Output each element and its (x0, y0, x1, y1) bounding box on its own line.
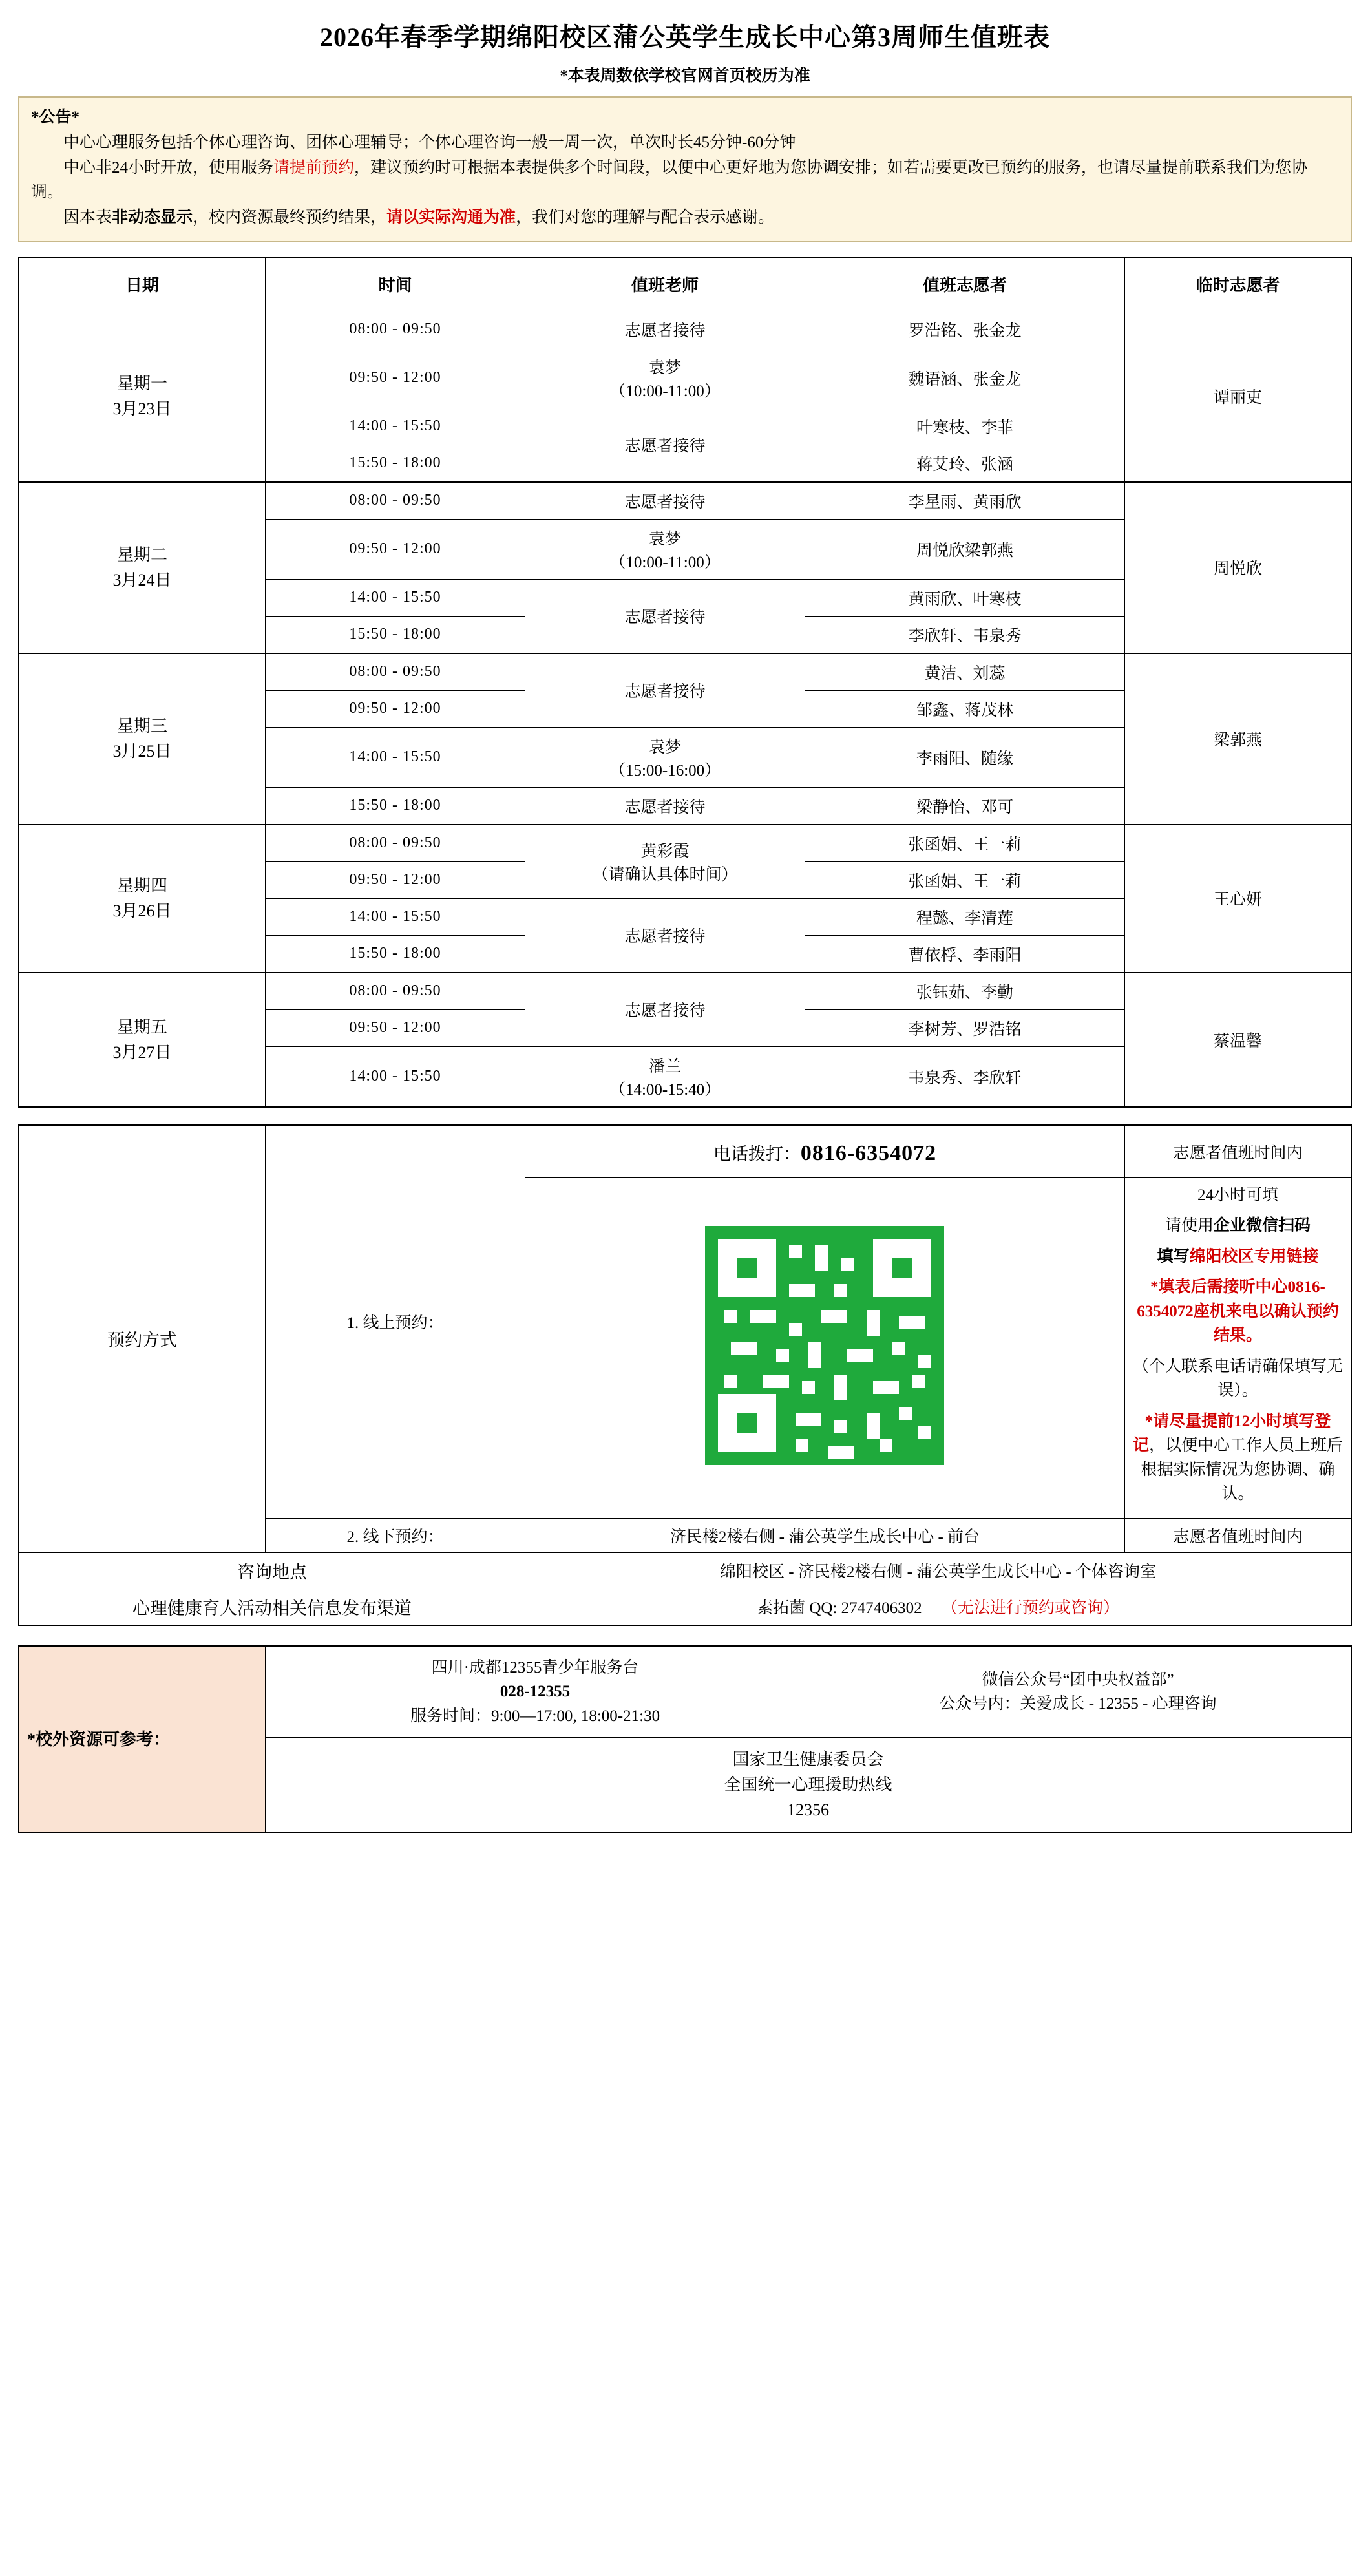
cell-time: 09:50 - 12:00 (265, 519, 525, 579)
cell-volunteers: 罗浩铭、张金龙 (805, 311, 1125, 348)
notice-red-appointment: 请提前预约 (273, 158, 355, 176)
qr-note-callback: *填表后需接听中心0816-6354072座机来电以确认预约结果。 (1137, 1278, 1339, 1345)
date-day: 3月25日 (112, 742, 172, 761)
qr-note-advance: *请尽量提前12小时填写登记，以便中心工作人员上班后根据实际情况为您协调、确认。 (1132, 1412, 1343, 1503)
col-header-date: 日期 (19, 257, 265, 311)
cell-teacher (525, 482, 805, 520)
notice-heading: *公告* (31, 109, 80, 126)
cell-time: 14:00 - 15:50 (265, 408, 525, 445)
external-wechat-name: 微信公众号“团中央权益部” (982, 1671, 1174, 1689)
cell-teacher (525, 787, 805, 825)
table-row (19, 653, 1351, 691)
teacher-time-note: （10:00-11:00） (609, 553, 721, 571)
channel-value-cell (525, 1589, 1351, 1625)
external-row-1 (19, 1646, 1351, 1738)
qr-note-hours: 24小时可填 (1197, 1186, 1278, 1204)
cell-volunteers: 李雨阳、随缘 (805, 727, 1125, 787)
cell-volunteers: 张函娟、王一莉 (805, 825, 1125, 862)
cell-volunteers: 蒋艾玲、张涵 (805, 445, 1125, 482)
cell-volunteers: 张函娟、王一莉 (805, 861, 1125, 898)
teacher-time-note: （15:00-16:00） (609, 761, 721, 779)
teacher-name: 志愿者接待 (624, 322, 706, 340)
teacher-time-note: （14:00-15:40） (609, 1081, 721, 1099)
external-12355-name: 四川·成都12355青少年服务台 (431, 1658, 639, 1676)
qr-code-image (705, 1226, 944, 1465)
teacher-name: 志愿者接待 (624, 1002, 706, 1020)
cell-teacher (525, 653, 805, 728)
date-weekday: 星期二 (116, 545, 167, 565)
cell-time: 08:00 - 09:50 (265, 311, 525, 348)
duty-schedule-table (18, 257, 1352, 1108)
date-day: 3月23日 (112, 399, 172, 419)
cell-temp-volunteer: 梁郭燕 (1124, 653, 1351, 825)
cell-teacher (525, 973, 805, 1047)
table-row (19, 482, 1351, 520)
cell-teacher (525, 408, 805, 482)
qr-note-wechat: 请使用企业微信扫码 (1164, 1217, 1311, 1235)
date-weekday: 星期三 (116, 717, 167, 736)
col-header-temp-volunteer: 临时志愿者 (1124, 257, 1351, 311)
cell-volunteers: 叶寒枝、李菲 (805, 408, 1125, 445)
cell-temp-volunteer: 谭丽吏 (1124, 311, 1351, 482)
cell-time: 08:00 - 09:50 (265, 482, 525, 520)
cell-date (19, 482, 265, 653)
cell-volunteers: 程懿、李清莲 (805, 898, 1125, 935)
notice-bold-static: 非动态显示 (112, 209, 193, 226)
phone-number: 0816-6354072 (800, 1141, 937, 1165)
cell-date (19, 653, 265, 825)
cell-volunteers: 曹依桴、李雨阳 (805, 935, 1125, 973)
qr-note-phone-accuracy: （个人联系电话请确保填写无误）。 (1132, 1357, 1343, 1400)
date-weekday: 星期一 (116, 374, 167, 394)
cell-teacher (525, 727, 805, 787)
cell-date (19, 825, 265, 973)
volunteer-time-top: 志愿者值班时间内 (1124, 1125, 1351, 1178)
cell-teacher (525, 1046, 805, 1107)
notice-line-3: 因本表非动态显示，校内资源最终预约结果，请以实际沟通为准，我们对您的理解与配合表示感谢。 (63, 209, 775, 226)
teacher-name: 潘兰 (649, 1057, 682, 1075)
cell-volunteers: 梁静怡、邓可 (805, 787, 1125, 825)
cell-time: 08:00 - 09:50 (265, 825, 525, 862)
cell-date (19, 311, 265, 482)
external-12355-number: 028-12355 (500, 1683, 571, 1701)
external-resources-table (18, 1645, 1352, 1833)
phone-line (532, 1131, 1118, 1172)
cell-time: 09:50 - 12:00 (265, 1009, 525, 1046)
cell-volunteers: 李星雨、黄雨欣 (805, 482, 1125, 520)
cell-volunteers: 邹鑫、蒋茂林 (805, 690, 1125, 727)
cell-temp-volunteer: 王心妍 (1124, 825, 1351, 973)
teacher-time-note: （请确认具体时间） (592, 866, 738, 884)
cell-teacher (525, 579, 805, 653)
external-12355-hours: 服务时间：9:00—17:00, 18:00-21:30 (410, 1707, 660, 1725)
col-header-time: 时间 (265, 257, 525, 311)
date-weekday: 星期五 (116, 1017, 167, 1037)
teacher-name: 袁梦 (649, 359, 682, 377)
qr-note-link: 填写绵阳校区专用链接 (1157, 1247, 1319, 1265)
notice-red-confirm: 请以实际沟通为准 (386, 209, 516, 226)
booking-table (18, 1124, 1352, 1626)
cell-volunteers: 黄雨欣、叶寒枝 (805, 579, 1125, 616)
cell-time: 15:50 - 18:00 (265, 616, 525, 653)
external-national-line: 全国统一心理援助热线 (724, 1775, 892, 1795)
cell-volunteers: 李欣轩、韦泉秀 (805, 616, 1125, 653)
cell-volunteers: 魏语涵、张金龙 (805, 348, 1125, 408)
cell-time: 15:50 - 18:00 (265, 445, 525, 482)
date-day: 3月24日 (112, 571, 172, 590)
cell-volunteers: 张钰茹、李勤 (805, 973, 1125, 1010)
cell-time: 14:00 - 15:50 (265, 898, 525, 935)
page-title: 2026年春季学期绵阳校区蒲公英学生成长中心第3周师生值班表 (320, 23, 1050, 52)
teacher-time-note: （10:00-11:00） (609, 382, 721, 400)
table-row (19, 973, 1351, 1010)
cell-teacher (525, 519, 805, 579)
date-weekday: 星期四 (116, 876, 167, 896)
page-subtitle: *本表周数依学校官网首页校历为准 (560, 67, 810, 85)
cell-volunteers: 黄洁、刘蕊 (805, 653, 1125, 691)
teacher-name: 志愿者接待 (624, 683, 706, 701)
booking-online-row (19, 1125, 1351, 1178)
teacher-name: 志愿者接待 (624, 438, 706, 456)
table-header-row (19, 257, 1351, 311)
channel-label: 心理健康育人活动相关信息发布渠道 (19, 1589, 525, 1625)
online-booking-label: 1. 线上预约： (265, 1125, 525, 1519)
cell-time: 09:50 - 12:00 (265, 690, 525, 727)
cell-volunteers: 李树芳、罗浩铭 (805, 1009, 1125, 1046)
notice-line-1: 中心心理服务包括个体心理咨询、团体心理辅导；个体心理咨询一般一周一次，单次时长45分钟-60分钟 (63, 133, 796, 151)
phone-cell (525, 1125, 1125, 1178)
phone-prefix: 电话拨打： (713, 1144, 801, 1164)
cell-teacher (525, 348, 805, 408)
teacher-name: 志愿者接待 (624, 609, 706, 627)
cell-time: 14:00 - 15:50 (265, 1046, 525, 1107)
table-row (19, 825, 1351, 862)
cell-time: 09:50 - 12:00 (265, 861, 525, 898)
col-header-volunteer: 值班志愿者 (805, 257, 1125, 311)
date-day: 3月26日 (112, 902, 172, 921)
teacher-name: 志愿者接待 (624, 798, 706, 816)
cell-time: 14:00 - 15:50 (265, 727, 525, 787)
teacher-name: 志愿者接待 (624, 493, 706, 511)
notice-line-2: 中心非24小时开放，使用服务请提前预约，建议预约时可根据本表提供多个时间段，以便中心更好地为您协调安排；如若需要更改已预约的服务，也请尽量提前联系我们为您协调。 (31, 158, 1308, 202)
cell-time: 08:00 - 09:50 (265, 653, 525, 691)
date-day: 3月27日 (112, 1042, 172, 1062)
external-national-cell (265, 1738, 1351, 1833)
teacher-name: 志愿者接待 (624, 928, 706, 946)
cell-time: 14:00 - 15:50 (265, 579, 525, 616)
teacher-name: 袁梦 (649, 738, 682, 756)
volunteer-time-bottom: 志愿者值班时间内 (1124, 1518, 1351, 1552)
cell-temp-volunteer: 周悦欣 (1124, 482, 1351, 653)
consult-location-row (19, 1552, 1351, 1589)
cell-temp-volunteer: 蔡温馨 (1124, 973, 1351, 1107)
external-national-org: 国家卫生健康委员会 (732, 1750, 884, 1769)
cell-date (19, 973, 265, 1107)
cell-teacher (525, 898, 805, 973)
cell-teacher (525, 311, 805, 348)
external-national-number: 12356 (786, 1800, 829, 1820)
external-label: *校外资源可参考： (19, 1646, 265, 1833)
cell-volunteers: 周悦欣梁郭燕 (805, 519, 1125, 579)
offline-booking-place: 济民楼2楼右侧 - 蒲公英学生成长中心 - 前台 (525, 1518, 1125, 1552)
booking-method-label: 预约方式 (19, 1125, 265, 1553)
external-12355-cell (265, 1646, 805, 1738)
cell-time: 15:50 - 18:00 (265, 935, 525, 973)
cell-time: 09:50 - 12:00 (265, 348, 525, 408)
channel-qq: 素拓菌 QQ: 2747406302 (757, 1599, 922, 1618)
qr-cell (525, 1177, 1125, 1518)
channel-note: （无法进行预约或咨询） (941, 1599, 1119, 1618)
col-header-teacher: 值班老师 (525, 257, 805, 311)
cell-time: 08:00 - 09:50 (265, 973, 525, 1010)
notice-box (18, 96, 1352, 242)
cell-teacher (525, 825, 805, 899)
consult-location-label: 咨询地点 (19, 1552, 525, 1589)
teacher-name: 袁梦 (649, 530, 682, 548)
channel-row (19, 1589, 1351, 1625)
consult-location-value: 绵阳校区 - 济民楼2楼右侧 - 蒲公英学生成长中心 - 个体咨询室 (525, 1552, 1351, 1589)
table-row (19, 311, 1351, 348)
external-wechat-cell (805, 1646, 1351, 1738)
teacher-name: 黄彩霞 (640, 843, 690, 861)
offline-booking-label: 2. 线下预约： (265, 1518, 525, 1552)
cell-time: 15:50 - 18:00 (265, 787, 525, 825)
external-wechat-path: 公众号内：关爱成长 - 12355 - 心理咨询 (939, 1695, 1217, 1713)
qr-instructions-cell (1124, 1177, 1351, 1518)
cell-volunteers: 韦泉秀、李欣轩 (805, 1046, 1125, 1107)
